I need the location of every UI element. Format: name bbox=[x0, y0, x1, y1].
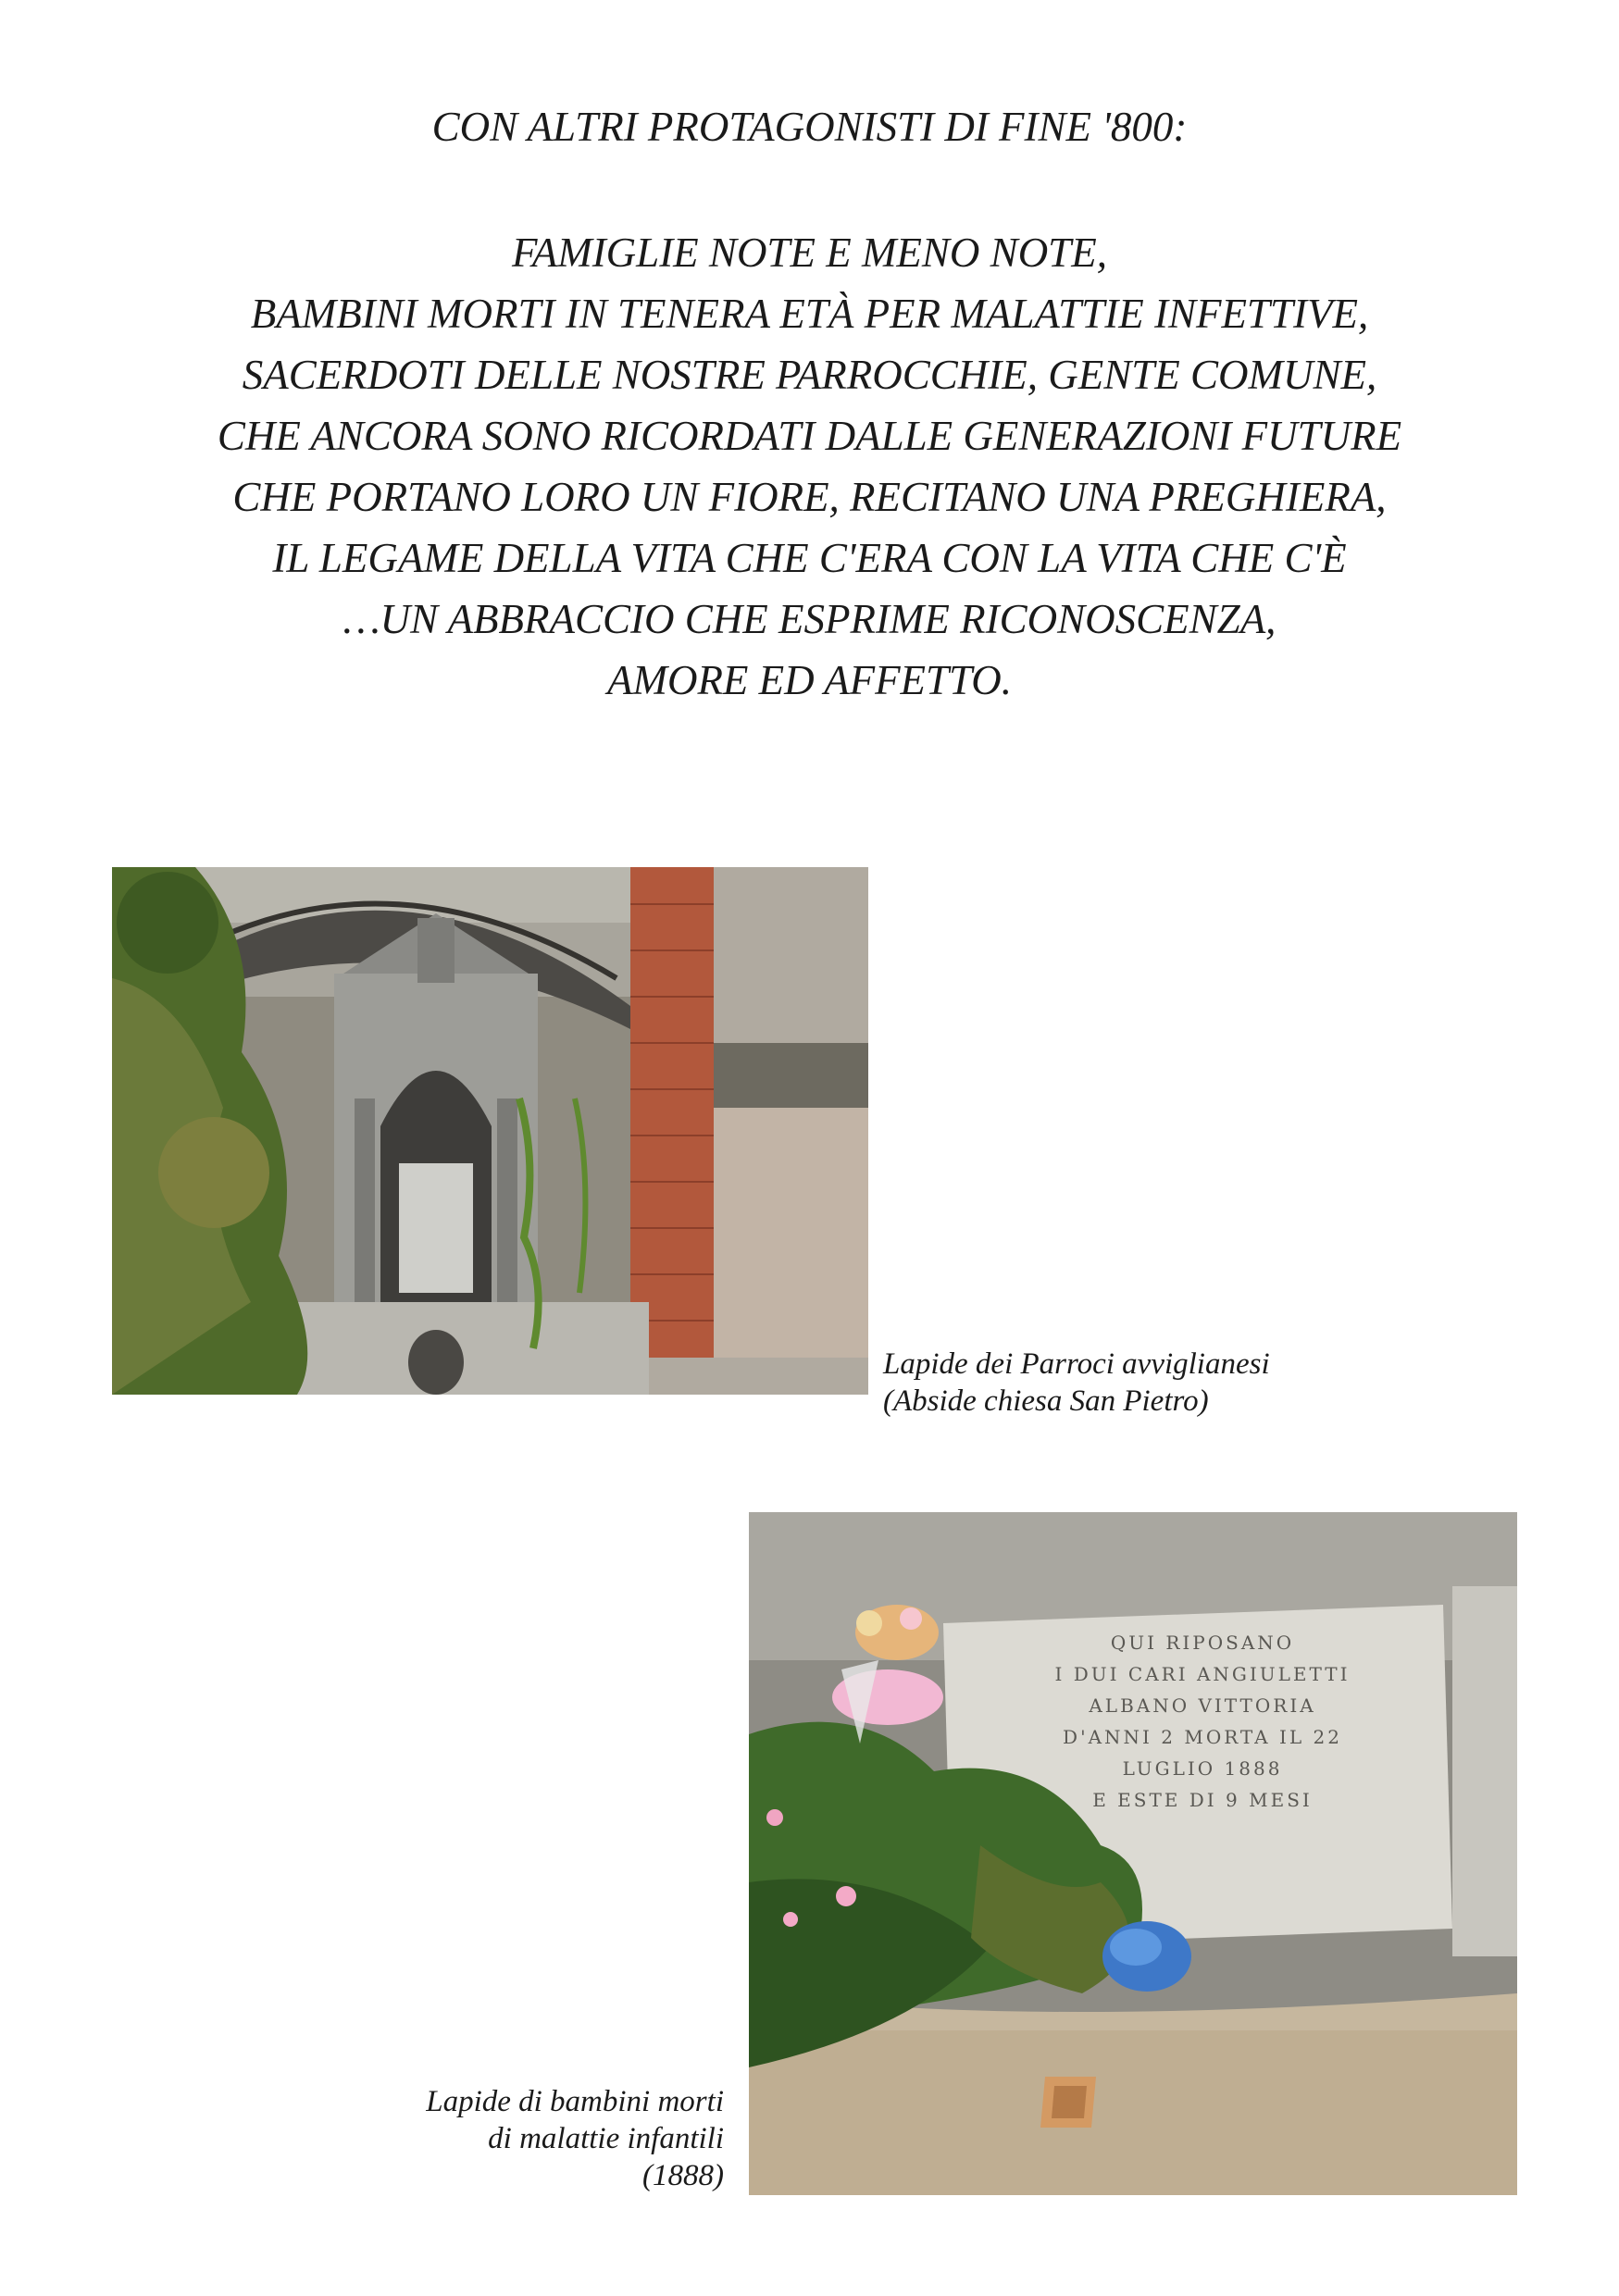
photo-parroci-caption bbox=[883, 1346, 1270, 1420]
caption-line: (Abside chiesa San Pietro) bbox=[883, 1384, 1209, 1418]
photo-children-caption bbox=[278, 2083, 724, 2194]
text-line: CHE ANCORA SONO RICORDATI DALLE GENERAZIONI FUTURE bbox=[217, 413, 1402, 459]
text-line: AMORE ED AFFETTO. bbox=[606, 657, 1013, 703]
page-heading: CON ALTRI PROTAGONISTI DI FINE '800: bbox=[431, 104, 1188, 150]
inscription-line: LUGLIO 1888 bbox=[1122, 1757, 1283, 1780]
photo-children-grave bbox=[749, 1512, 1517, 2195]
caption-line: Lapide di bambini morti bbox=[426, 2085, 724, 2118]
photo-parroci-tomb bbox=[112, 867, 868, 1395]
dedication-text bbox=[0, 222, 1619, 711]
inscription-line: E ESTE DI 9 MESI bbox=[1092, 1789, 1313, 1811]
text-line: CHE PORTANO LORO UN FIORE, RECITANO UNA PREGHIERA, bbox=[232, 474, 1387, 520]
text-line: …UN ABBRACCIO CHE ESPRIME RICONOSCENZA, bbox=[342, 596, 1277, 642]
text-line: SACERDOTI DELLE NOSTRE PARROCCHIE, GENTE COMUNE, bbox=[242, 352, 1377, 398]
inscription-line: QUI RIPOSANO bbox=[1110, 1632, 1295, 1654]
caption-line: di malattie infantili bbox=[488, 2122, 724, 2155]
text-line: FAMIGLIE NOTE E MENO NOTE, bbox=[512, 230, 1107, 276]
caption-line: Lapide dei Parroci avviglianesi bbox=[883, 1347, 1270, 1381]
inscription-line: I DUI CARI ANGIULETTI bbox=[1054, 1663, 1351, 1685]
inscription-line: ALBANO VITTORIA bbox=[1089, 1694, 1316, 1717]
text-line: IL LEGAME DELLA VITA CHE C'ERA CON LA VITA CHE C'È bbox=[272, 535, 1347, 581]
inscription-line: D'ANNI 2 MORTA IL 22 bbox=[1063, 1726, 1342, 1748]
text-line: BAMBINI MORTI IN TENERA ETÀ PER MALATTIE INFETTIVE, bbox=[250, 291, 1369, 337]
caption-line: (1888) bbox=[642, 2159, 724, 2192]
